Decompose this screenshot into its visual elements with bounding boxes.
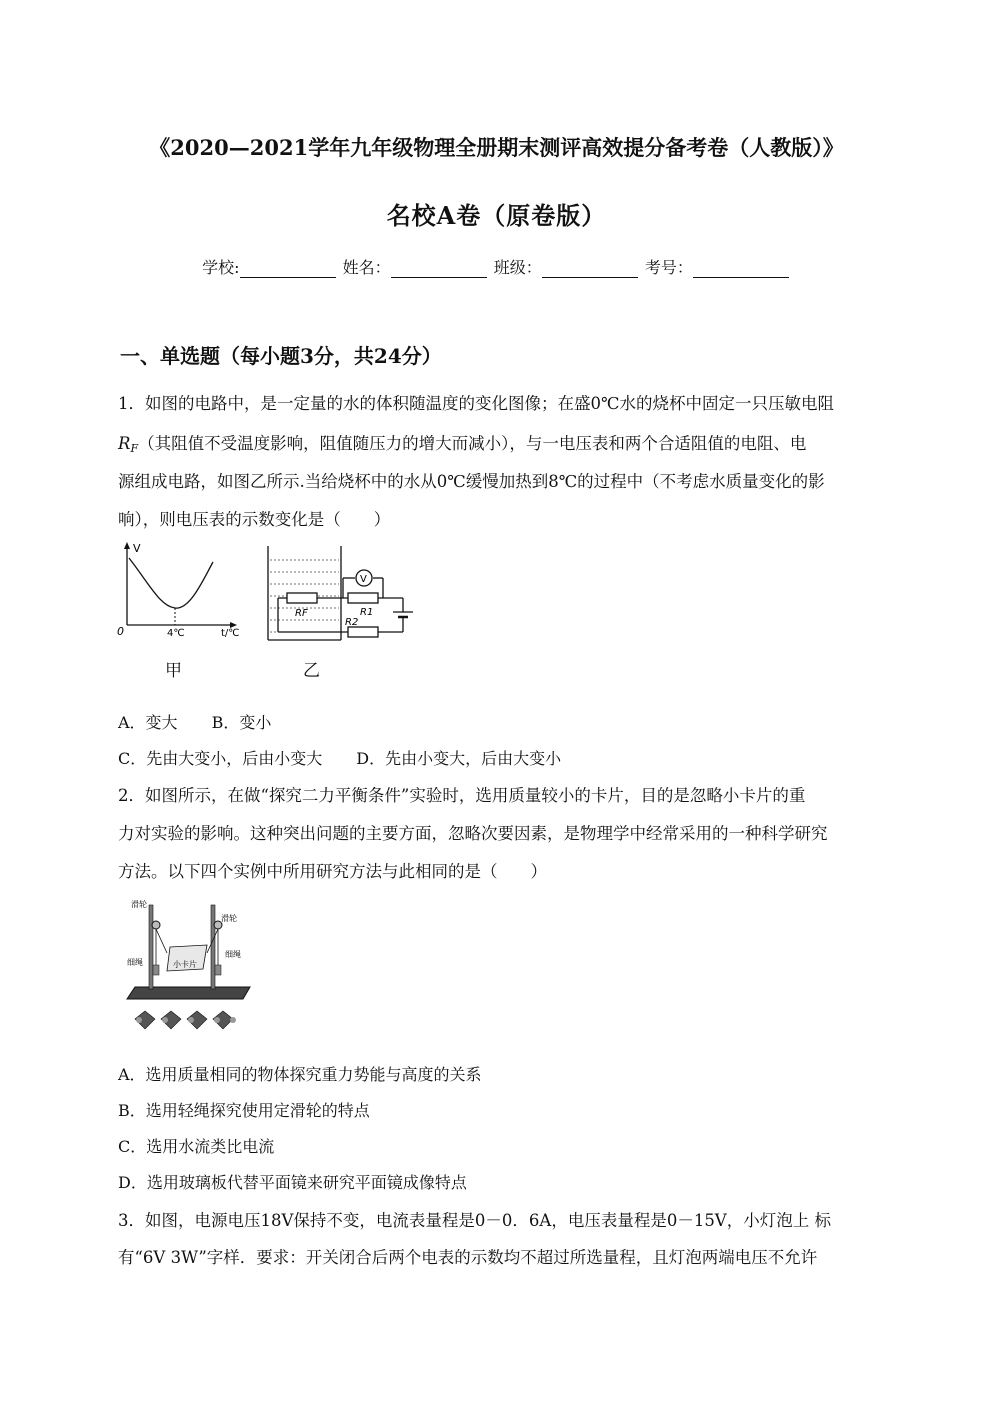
graph-x-label: t/℃ [221,628,240,639]
name-field-label: 姓名： [342,258,391,277]
figure-volume-temperature-graph [115,540,250,640]
r1-label: R1 [360,607,374,618]
exam-number-field-blank [693,261,789,278]
q3-line-2: 有“6V 3W”字样．要求：开关闭合后两个电表的示数均不超过所选量程，且灯泡两端电压不允许 [118,1248,818,1267]
figure-label-jia: 甲 [165,661,182,681]
q1-option-a[interactable]: A．变大 [118,713,178,732]
string-right-label: 细绳 [225,950,241,959]
q2-option-b[interactable]: B．选用轻绳探究使用定滑轮的特点 [118,1101,370,1120]
name-field-blank [391,261,487,278]
rf-label: RF [295,608,308,619]
voltmeter-label: V [360,574,367,585]
school-field-blank [240,261,336,278]
q1-option-b[interactable]: B．变小 [211,713,272,732]
q2-line-3: 方法。以下四个实例中所用研究方法与此相同的是（ ） [118,862,547,881]
q1-options-row-2 [118,746,561,769]
card-label: 小卡片 [173,960,197,969]
class-field-blank [542,261,638,278]
exam-number-field-label: 考号： [644,258,693,277]
q1-line-2: $R_F$（其阻值不受温度影响，阻值随压力的增大而减小），与一电压表和两个合适阻值的电阻、电 [118,434,807,455]
q1-line-3: 源组成电路，如图乙所示.当给烧杯中的水从0℃缓慢加热到8℃的过程中（不考虑水质量变化的影 [118,472,825,491]
section-heading: 一、单选题（每小题3分，共24分） [120,344,442,368]
class-field-label: 班级： [493,258,542,277]
pulley-right-label: 滑轮 [221,914,237,923]
graph-origin-label: 0 [117,625,124,638]
graph-y-label: V [133,542,141,555]
q1-line-1: 1．如图的电路中，是一定量的水的体积随温度的变化图像；在盛0℃水的烧杯中固定一只压敏电阻 [118,394,834,413]
school-field-label: 学校: [202,258,240,277]
q1-option-c[interactable]: C．先由大变小，后由小变大 [118,749,323,768]
student-info-fields [0,255,993,278]
q2-option-a[interactable]: A．选用质量相同的物体探究重力势能与高度的关系 [118,1065,482,1084]
q1-options-row-1 [118,710,271,733]
string-left-label: 细绳 [127,958,143,967]
graph-tick-label: 4℃ [167,628,185,639]
pulley-left-label: 滑轮 [131,900,147,909]
r2-label: R2 [345,617,359,628]
q2-option-c[interactable]: C．选用水流类比电流 [118,1137,275,1156]
document-title: 《2020—2021学年九年级物理全册期末测评高效提分备考卷（人教版）》 [149,135,844,160]
figure-label-yi: 乙 [303,661,320,681]
document-subtitle: 名校A卷（原卷版） [386,201,607,230]
q2-line-1: 2．如图所示，在做“探究二力平衡条件”实验时，选用质量较小的卡片，目的是忽略小卡片的重 [118,786,806,805]
q2-line-2: 力对实验的影响。这种突出问题的主要方面，忽略次要因素，是物理学中经常采用的一种科学研究 [118,824,828,843]
rf-symbol: $R_F$ [118,434,139,455]
q1-option-d[interactable]: D．先由小变大，后由大变小 [356,749,562,768]
q1-line-4: 响），则电压表的示数变化是（ ） [118,510,391,529]
q2-option-d[interactable]: D．选用玻璃板代替平面镜来研究平面镜成像特点 [118,1173,467,1192]
q3-line-1: 3．如图，电源电压18V保持不变，电流表量程是0－0．6A，电压表量程是0－15V，小灯泡上 标 [118,1211,831,1230]
figure-circuit-diagram [263,540,418,645]
figure-force-balance-apparatus [125,895,255,1035]
